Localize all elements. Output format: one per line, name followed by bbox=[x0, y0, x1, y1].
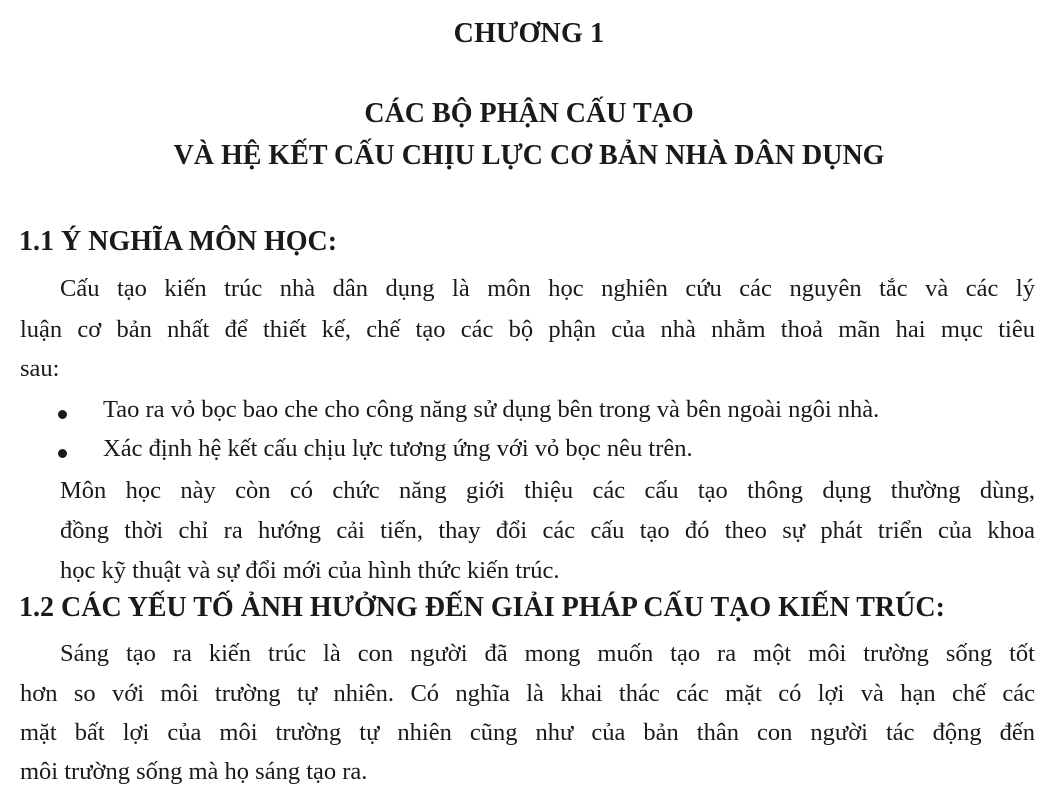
paragraph-line: Cấu tạo kiến trúc nhà dân dụng là môn học nghiên cứu các nguyên tắc và các lý bbox=[60, 275, 1035, 302]
chapter-title-line-1: CÁC BỘ PHẬN CẤU TẠO bbox=[364, 98, 694, 129]
paragraph-line: đồng thời chỉ ra hướng cải tiến, thay đổi các cấu tạo đó theo sự phát triển của khoa bbox=[60, 517, 1035, 544]
bullet-icon bbox=[58, 410, 67, 419]
paragraph-line: học kỹ thuật và sự đổi mới của hình thức kiến trúc. bbox=[60, 557, 560, 584]
chapter-label: CHƯƠNG 1 bbox=[453, 18, 605, 49]
paragraph-line: mặt bất lợi của môi trường tự nhiên cũng như của bản thân con người tác động đến bbox=[20, 719, 1035, 746]
section-heading-1-2: 1.2 CÁC YẾU TỐ ẢNH HƯỞNG ĐẾN GIẢI PHÁP CẤU TẠO KIẾN TRÚC: bbox=[19, 592, 945, 623]
paragraph-line: môi trường sống mà họ sáng tạo ra. bbox=[20, 758, 368, 785]
paragraph-line: luận cơ bản nhất để thiết kế, chế tạo các bộ phận của nhà nhằm thoả mãn hai mục tiêu bbox=[20, 316, 1035, 343]
section-heading-1-1: 1.1 Ý NGHĨA MÔN HỌC: bbox=[19, 226, 338, 257]
bullet-item: Tao ra vỏ bọc bao che cho công năng sử dụng bên trong và bên ngoài ngôi nhà. bbox=[103, 396, 880, 423]
bullet-icon bbox=[58, 449, 67, 458]
paragraph-line: sau: bbox=[20, 355, 60, 382]
paragraph-line: Môn học này còn có chức năng giới thiệu các cấu tạo thông dụng thường dùng, bbox=[60, 477, 1035, 504]
chapter-title-line-2: VÀ HỆ KẾT CẤU CHỊU LỰC CƠ BẢN NHÀ DÂN DỤNG bbox=[173, 140, 885, 171]
paragraph-line: Sáng tạo ra kiến trúc là con người đã mong muốn tạo ra một môi trường sống tốt bbox=[60, 640, 1035, 667]
bullet-item: Xác định hệ kết cấu chịu lực tương ứng với vỏ bọc nêu trên. bbox=[103, 435, 693, 462]
paragraph-line: hơn so với môi trường tự nhiên. Có nghĩa là khai thác các mặt có lợi và hạn chế các bbox=[20, 680, 1035, 707]
